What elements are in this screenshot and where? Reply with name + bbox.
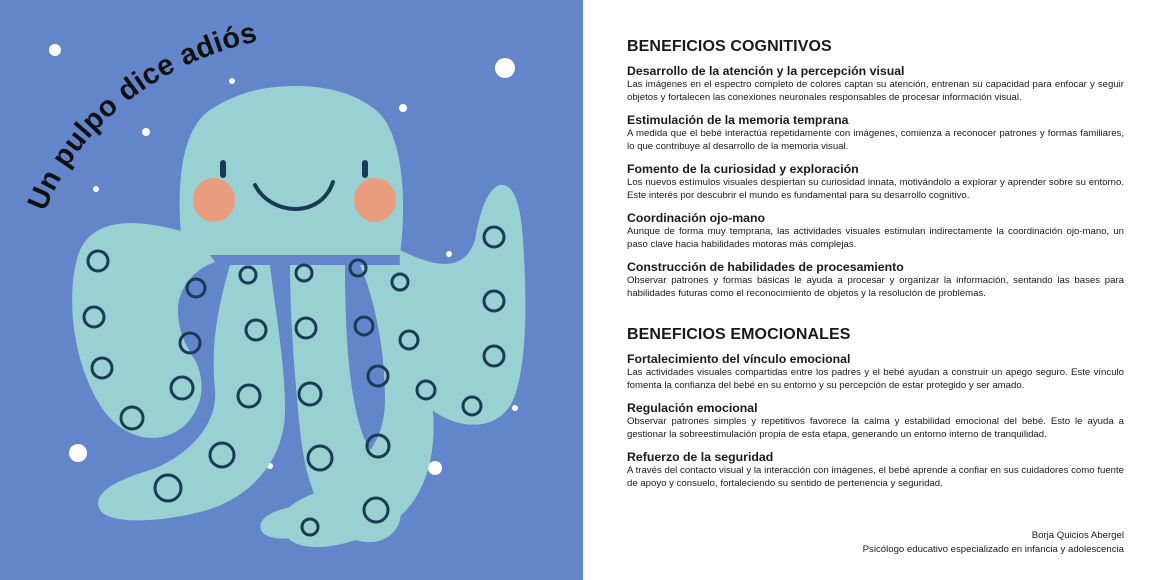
item-text: Observar patrones simples y repetitivos favorece la calma y estabilidad emocional del bebé. Esto le ayuda a gestionar la sobreestimulación propia de esta etapa, generando un entorno interno de tranquilidad. — [627, 416, 1124, 440]
item-text: Los nuevos estímulos visuales despiertan su curiosidad innata, motivándolo a explorar y aprender sobre su entorno. Este interés por descubrir el mundo es fundamental para su desarrollo cognitivo. — [627, 177, 1124, 201]
text-page — [583, 0, 1167, 580]
list-item — [627, 261, 1124, 300]
octopus-illustration — [0, 0, 583, 580]
item-text: A medida que el bebé interactúa repetidamente con imágenes, comienza a reconocer patrones y formas familiares, lo que contribuye al desarrollo de la memoria visual. — [627, 128, 1124, 152]
list-item — [627, 65, 1124, 104]
list-item — [627, 212, 1124, 251]
right-eye — [362, 160, 368, 178]
item-title: Estimulación de la memoria temprana — [627, 113, 849, 127]
list-item — [627, 163, 1124, 202]
item-title: Coordinación ojo-mano — [627, 211, 765, 225]
item-title: Fortalecimiento del vínculo emocional — [627, 352, 851, 366]
item-title: Regulación emocional — [627, 401, 758, 415]
octopus-head — [180, 86, 403, 255]
item-text: Aunque de forma muy temprana, las actividades visuales estimulan indirectamente la coordinación ojo-mano, un paso clave hacia habilidades motoras más complejas. — [627, 226, 1124, 250]
section-spacer — [627, 310, 1124, 326]
cover-illustration-panel — [0, 0, 583, 580]
item-title: Construcción de habilidades de procesamiento — [627, 260, 904, 274]
section-heading: BENEFICIOS EMOCIONALES — [627, 326, 851, 343]
author-name: Borja Quicios Abergel — [1031, 530, 1124, 541]
item-text: Las actividades visuales compartidas entre los padres y el bebé ayudan a construir un apego seguro. Este vínculo fomenta la confianza del bebé en su entorno y su percepción de estar protegido y ser amado. — [627, 367, 1124, 391]
item-title: Refuerzo de la seguridad — [627, 450, 774, 464]
right-cheek — [354, 178, 396, 222]
author-signature — [863, 529, 1124, 557]
left-eye — [220, 160, 226, 178]
benefits-content — [627, 38, 1124, 500]
item-text: Las imágenes en el espectro completo de colores captan su atención, entrenan su capacidad para enfocar y seguir objetos y fortalecen las conexiones neuronales responsables de procesar información visual. — [627, 79, 1124, 103]
item-text: A través del contacto visual y la interacción con imágenes, el bebé aprende a confiar en sus cuidadores como fuente de apoyo y consuelo, fortaleciendo su sentido de pertenencia y seguridad. — [627, 465, 1124, 489]
item-text: Observar patrones y formas básicas le ayuda a procesar y organizar la información, sentando las bases para habilidades futuras como el reconocimiento de objetos y la resolución de problemas. — [627, 275, 1124, 299]
list-item — [627, 114, 1124, 153]
section-heading: BENEFICIOS COGNITIVOS — [627, 38, 832, 55]
section-emotional — [627, 326, 1124, 490]
cover-title: Un pulpo dice adiós — [21, 16, 261, 215]
left-cheek — [193, 178, 235, 222]
list-item — [627, 353, 1124, 392]
item-title: Fomento de la curiosidad y exploración — [627, 162, 859, 176]
section-cognitive — [627, 38, 1124, 300]
list-item — [627, 451, 1124, 490]
list-item — [627, 402, 1124, 441]
author-role: Psicólogo educativo especializado en infancia y adolescencia — [862, 544, 1124, 555]
item-title: Desarrollo de la atención y la percepción visual — [627, 64, 905, 78]
